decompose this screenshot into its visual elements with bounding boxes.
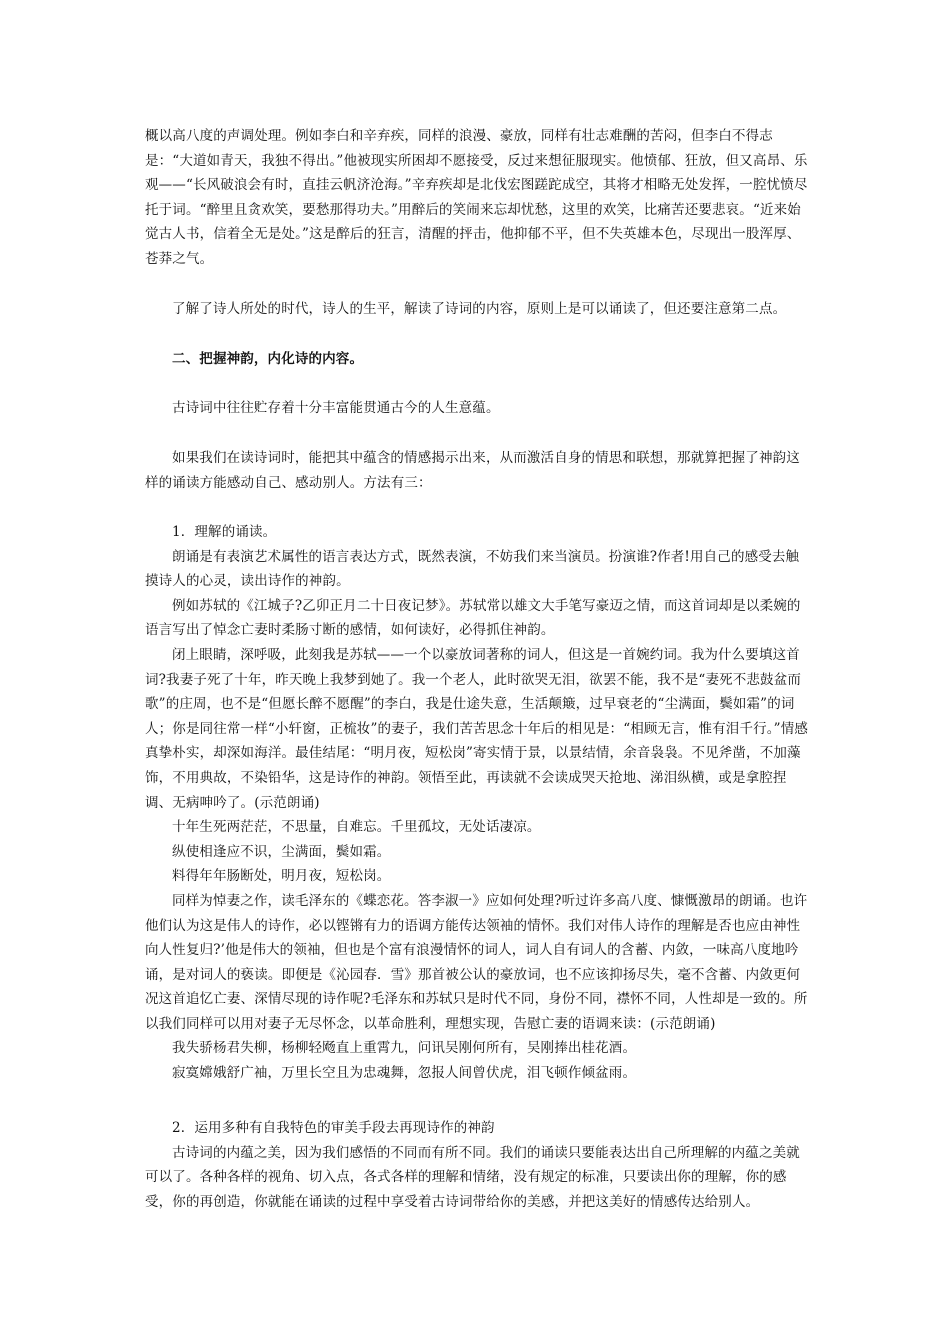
section-aesthetic-means	[145, 1116, 810, 1214]
paragraph-methods-intro	[145, 446, 810, 495]
subheading-text: 1．理解的诵读。	[172, 524, 277, 540]
paragraph-text: 同样为悼妻之作，读毛泽东的《蝶恋花。答李淑一》应如何处理?听过许多高八度、慷慨激昂的朗诵。也许他们认为这是伟人的诗作，必以铿锵有力的语调方能传达领袖的情怀。我们对伟人诗作的理解是否也应由神性向人性复归?’他是伟大的领袖，但也是个富有浪漫情怀的词人，词人自有词人的含蓄、内敛，一味高八度地吟诵，是对词人的亵读。即便是《沁园春．雪》那首被公认的豪放词，也不应该抑扬尽失，毫不含蓄、内敛更何况这首追忆亡妻、深情尽现的诗作呢?毛泽东和苏轼只是时代不同，身份不同，襟怀不同，人性却是一致的。所以我们同样可以用对妻子无尽怀念，以革命胜利，理想实现，告慰亡妻的语调来读：(示范朗诵)	[145, 892, 808, 1032]
paragraph-text: 闭上眼睛，深呼吸，此刻我是苏轼——一个以豪放词著称的词人，但这是一首婉约词。我为什么要填这首词?我妻子死了十年，昨天晚上我梦到她了。我一个老人，此时欲哭无泪，欲罢不能，我不是“妻死不悲鼓盆而歌”的庄周，也不是“但愿长醉不愿醒”的李白，我是仕途失意，生活颠簸，过早衰老的“尘满面，鬓如霜”的词人；你是同往常一样“小轩窗，正梳妆”的妻子，我们苦苦思念十年后的相见是：“相顾无言，惟有泪千行。”情感真挚朴实，却深如海洋。最佳结尾：“明月夜，短松岗”寄实情于景，以景结情，余音袅袅。不见斧凿，不加藻饰，不用典故，不染铅华，这是诗作的神韵。领悟至此，再读就不会读成哭天抢地、涕泪纵横，或是拿腔捏调、无病呻吟了。(示范朗诵)	[145, 646, 809, 811]
poem-line: 十年生死两茫茫，不思量，自难忘。千里孤坟，无处话凄凉。	[172, 819, 541, 836]
paragraph-text: 古诗词的内蕴之美，因为我们感悟的不同而有所不同。我们的诵读只要能表达出自己所理解的内蕴之美就可以了。各种各样的视角、切入点，各式各样的理解和情绪，没有规定的标准，只要读出你的理解，你的感受，你的再创造，你就能在诵读的过程中享受着古诗词带给你的美感，并把这美好的情感传达给别人。	[145, 1144, 800, 1210]
poem-line: 寂寞嫦娥舒广袖，万里长空且为忠魂舞，忽报人间曾伏虎，泪飞顿作倾盆雨。	[172, 1065, 637, 1082]
paragraph-life-meaning	[145, 396, 810, 421]
paragraph-text: 例如苏轼的《江城子?乙卯正月二十日夜记梦》。苏轼常以雄文大手笔写豪迈之情，而这首词却是以柔婉的语言写出了悼念亡妻时柔肠寸断的感情，如何读好，必得抓住神韵。	[145, 597, 801, 639]
heading-text: 二、把握神韵，内化诗的内容。	[172, 351, 364, 367]
subheading-text: 2．运用多种有自我特色的审美手段去再现诗作的神韵	[172, 1120, 495, 1136]
poem-line: 我失骄杨君失柳，杨柳轻飏直上重霄九，问讯吴刚何所有，吴刚捧出桂花酒。	[172, 1040, 637, 1057]
paragraph-text: 如果我们在读诗词时，能把其中蕴含的情感揭示出来，从而激活自身的情思和联想，那就算把握了神韵这样的诵读方能感动自己、感动别人。方法有三：	[145, 450, 800, 491]
section-understanding-recitation	[145, 520, 810, 1086]
paragraph-transition	[145, 297, 810, 322]
paragraph-text: 朗诵是有表演艺术属性的语言表达方式，既然表演，不妨我们来当演员。扮演谁?作者!用自己的感受去触摸诗人的心灵，读出诗作的神韵。	[145, 548, 800, 590]
poem-line: 纵使相逢应不识，尘满面，鬓如霜。	[172, 843, 391, 860]
section-heading-2	[145, 347, 810, 372]
poem-line: 料得年年肠断处，明月夜，短松岗。	[172, 868, 391, 885]
paragraph-li-bai-xin-qiji	[145, 124, 810, 272]
paragraph-text: 了解了诗人所处的时代，诗人的生平，解读了诗词的内容，原则上是可以诵读了，但还要注意第二点。	[172, 301, 787, 317]
paragraph-text: 古诗词中往往贮存着十分丰富能贯通古今的人生意蕴。	[172, 400, 500, 416]
paragraph-text: 概以高八度的声调处理。例如李白和辛弃疾，同样的浪漫、豪放，同样有壮志难酬的苦闷，但李白不得志是：“大道如青天，我独不得出。”他被现实所困却不愿接受，反过来想征服现实。他愤郁、狂放，但又高昂、乐观——“长风破浪会有时，直挂云帆济沧海。”辛弃疾却是北伐宏图蹉跎成空，其将才相略无处发挥，一腔忧愤尽托于词。“醉里且贪欢笑，要愁那得功夫。”用醉后的笑闹来忘却忧愁，这里的欢笑，比痛苦还要悲哀。“近来始觉古人书，信着全无是处。”这是醉后的狂言，清醒的抨击，他抑郁不平，但不失英雄本色，尽现出一股浑厚、苍莽之气。	[145, 128, 808, 267]
